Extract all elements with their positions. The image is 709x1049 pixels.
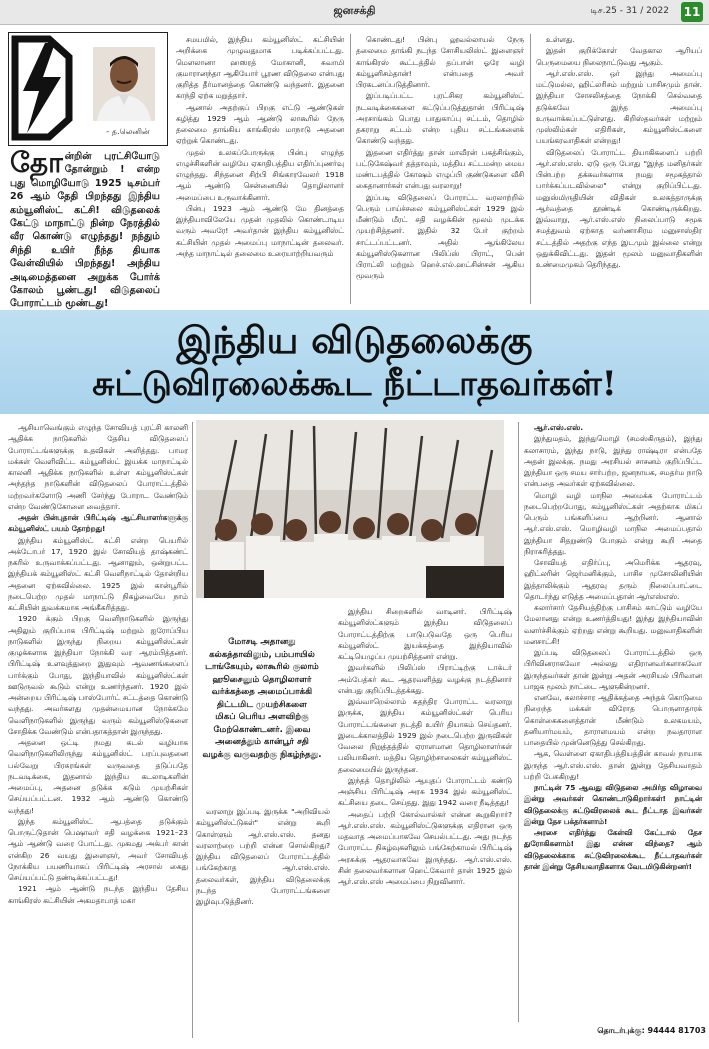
paragraph: இந்துமதம், இந்துமொழி (சமஸ்கிருதம்), இந்து கலாசாரம், இந்து நாடு, இந்து ராஷ்டிரா என்பதே அதன் இலக்கு. நமது அரசியல் சாசனம் குறிப்பிட்ட இந்தியா ஒரு சமய சார்பற்ற, ஜனநாயக, சமதர்ம நாடு என்பதை அவர்கள் ஏற்கவில்லை. bbox=[524, 434, 702, 489]
paragraph: அதன் பின்புதான் பிரிட்டிஷ் ஆட்சியாளர்களுக்கு கம்யூனிஸ்ட் பயம் தோற்றது! bbox=[8, 513, 188, 534]
paragraph: இப்படிப்பட்ட புரட்சிகர கம்யூனிஸ்ட் நடவடிக்கைகளை கட்டுப்படுத்துதான் பிரிட்டிஷ் அரசாங்கம் பொது பாதுகாப்பு சட்டம், தொழில் தகராறு சட்டம் என்ற புதிய சட்டங்களைக் கொண்டு வந்தது. bbox=[356, 91, 524, 146]
column-divider bbox=[192, 422, 193, 1038]
pull-quote-line: வழக்கு வருவதற்கு நிகழ்ந்தது. bbox=[202, 749, 322, 760]
paragraph: சோவியத் எதிர்ப்பு, அமெரிக்க ஆதரவு, ஹிட்லரின் ஜெர்மனிக்கும், பாசிச முசோலினியின் இத்தாலிக்கும் ஆதரவு தரும் நிலைப்பாட்டை தொடர்ந்து எடுத்த அமைப்புதான் ஆர்எஸ்எஸ். bbox=[524, 558, 702, 601]
article-column-top-1 bbox=[176, 34, 344, 304]
pull-quote-line: வர்க்கத்தை அமைப்பாக்கி bbox=[211, 687, 313, 697]
intro-paragraph bbox=[10, 146, 160, 310]
article-column-bottom-3 bbox=[524, 422, 702, 1022]
column-divider bbox=[350, 34, 351, 304]
article-column-top-3 bbox=[536, 34, 702, 304]
paragraph: இதனை எதிர்த்து தான் மாவீரன் பகத்சிங்கும், பட்டுகேஷ்வர் தத்தாவும், மத்திய சட்டமன்ற மைய மண்டபத்தில் கோஷம் எழுப்பி குண்டுகளை வீசி கைதானார்கள் என்பது வரலாறு! bbox=[356, 147, 524, 191]
paragraph: மொழி வழி மாநில அமைக்க போராட்டம் நடைபெற்றபோது, கம்யூனிஸ்ட்கள் அதற்காக மிகப் பெரும் பங்களிப்பை ஆற்றினர். ஆனால் ஆர்.எஸ்.எஸ். மொழிவழி மாநில அமைப்பதால் இந்தியா சிதறுண்டு போகும் என்று கூறி அதை நிராகரித்தது. bbox=[524, 490, 702, 556]
headline-line-1: இந்திய விடுதலைக்கு bbox=[176, 318, 533, 362]
lightning-d-logo-icon bbox=[9, 33, 79, 143]
paragraph: உள்ளது. bbox=[546, 35, 575, 44]
paragraph: அரசை எதிர்த்து கேள்வி கேட்டால் தேச துரோகிகளாம்! இது என்ன விந்தை? ஆம் விடுதலைக்காக சுட்டுவிரலைக்கூட நீட்டாதவர்கள் தான் இன்று தேசியவாதிகளாக வேடமிடுகின்றனர்! bbox=[524, 828, 702, 871]
contact-number: தொடர்புக்கு: 94444 81703 bbox=[597, 1026, 706, 1035]
paragraph: விடுதலைப் போராட்ட தியாகிகளைப் பற்றி ஆர்.எஸ்.எஸ். ஏடு ஒரு போது "இந்த மனிதர்கள் பின்பற்ற தக்கவர்களாக நமது சமூகத்தால் பார்க்கப்படவில்லை" என்று குறிப்பிட்டது. மனுஸ்மிருதியின் விதிகள் உலகத்தாருக்கு ஆர்வத்தை தூண்டிக் கொண்டிருக்கிறது. இவ்வாறு, ஆர்.எஸ்.எஸ் நிலைப்பாடு சமூக சமத்துவம் ஏற்காத வர்ணாசிரம மனுசாஸ்திர சட்டத்தில் அதற்கு எந்த இடமும் இல்லை என்று ஒதுக்கிவிட்டது. இதன் மூலம் மனுவாதிகளின் உண்மைமுகம் தெரிந்தது. bbox=[536, 147, 702, 269]
author-photo bbox=[93, 47, 155, 121]
paragraph: இப்படி விடுதலைப் போராட்டத்தில் ஒரு பிரிவினராகவோ அல்லது எதிரானவர்களாகவோ இருந்தவர்கள் தான் இன்று அதன் அரசியல் பிரிவான பாஜக மூலம் நாட்டை ஆளுகின்றனர். bbox=[524, 648, 702, 691]
pull-quote-line: திட்டமிட முயற்சிகளை bbox=[217, 699, 307, 710]
author-box bbox=[8, 32, 168, 146]
paragraph: இந்திய சிறைகளில் வாடினர். பிரிட்டிஷ் கம்யூனிஸ்ட்களும் இந்திய விடுதலைப் போராட்டத்திற்கு பாடுபடுவதே ஒரு பெரிய கம்யூனிஸ்ட் இயக்கத்தை இந்தியாவில் கட்டியெழுப்ப முயற்சித்தனர் என்று. bbox=[338, 607, 512, 661]
pull-quote-line: கல்கத்தாவிலும், பம்பாயில் bbox=[209, 649, 315, 660]
page-number: 11 bbox=[681, 2, 703, 22]
pull-quote bbox=[196, 636, 328, 806]
article-photo bbox=[196, 420, 504, 598]
paragraph: ஆனால் அதற்குப் பிறகு எட்டு ஆண்டுகள் கழித்து 1929 ஆம் ஆண்டு லாகூரில் நேரு தலைமை தாங்கிய காங்கிரஸ் மாநாடு அதனை ஏற்றுக் கொண்டது. bbox=[176, 102, 344, 146]
pull-quote-line: அனைத்தும் கான்பூர் சதி bbox=[215, 737, 309, 747]
paragraph: சமயமில், இந்திய கம்யூனிஸ்ட் கட்சியின் அறிக்கை முழுவதுமாக படிக்கப்பட்டது. மௌலானா ஹஸரத் மோகானி, சுவாமி குமாரானந்தா ஆகியோர் பூரண விடுதலை என்பது குறித்த தீர்மானத்தை கொண்டு வந்தனர். இதனை காந்தி ஏற்க மறுத்தார். bbox=[176, 35, 344, 101]
intro-text: ன்றின் புரட்சியோடு தோன்றும் ! என்ற புது மொழியோடு 1925 டிசம்பர் 26 ஆம் தேதி பிறந்தது இந்திய கம்யூனிஸ்ட் கட்சி! விடுதலைக் கேட்டு மாநாட்டு நின்ற நேரத்தில் வீர கொண்டு எழுந்தது! நந்தும் சிந்தி உயிர் நீந்த தியாக வேள்வியில் பிறந்தது! அந்திய அடிமைத்தனை அறுக்க போர்க் கோலம் பூண்டது! விடுதலைப் போராட்டம் மூண்டது! bbox=[10, 151, 160, 310]
article-column-bottom-2 bbox=[338, 606, 512, 1038]
paragraph: அதைப் பற்றி கோல்வால்கர் என்ன கூறுகிறார்? ஆர்.எஸ்.எஸ். கம்யூனிஸ்ட்டுகளுக்கு எதிரான ஒரு மதவாத அமைப்பாகவே செயல்பட்டது. அது நடந்த போராட்ட நிகழ்வுகளிலும் பங்கேற்காமல் பிரிட்டிஷ் அரசுக்கு ஆதரவாகவே இருந்தது. ஆர்.எஸ்.எஸ். சின் தலைவர்களான ஹெட்கேவார் தான் 1925 இல் ஆர்.எஸ்.எஸ் அமைப்பை நிறுவினார். bbox=[338, 809, 512, 886]
paragraph: இவ்வாறெல்லாம் சுதந்திர போராட்ட வரலாறு இருக்க, இந்திய கம்யூனிஸ்ட்கள் பெரிய போராட்டங்களை நடத்தி உயிர் தியாகம் செய்தனர். இடைக்காலத்தில் 1929 இல் நடைபெற்ற இருவிகள் வேலை நிறுத்தத்தில் ஏராளமான தொழிலாளர்கள் பலியாகினர். மத்திய தொழிற்சாலைகள் கம்யூனிஸ்ட் தலைமையில் இருந்தன. bbox=[338, 697, 512, 774]
paragraph: இதன் குறிக்கோள் வேதகால ஆரியப் பெருமையை நிலைநாட்டுவது ஆகும். bbox=[536, 46, 702, 67]
pull-quote-line: மிகப் பெரிய அளவிற்கு bbox=[215, 712, 309, 722]
paragraph: சுலார்சார் தேசியத்திற்கு பாசிசம் காட்டும் வழியே மேலானது என்று உணர்த்தியது! இந்து இந்தியாவின் வளர்ச்சிக்கும் ஏற்றது என்று கூறியது. மனுவாதிகளின் மனசாட்சி! bbox=[524, 603, 702, 646]
paragraph: இந்தத் தொழிலில் ஆயுதப் போராட்டம் கண்டு அஞ்சிய பிரிட்டிஷ் அரசு 1934 இல் கம்யூனிஸ்ட் கட்சியை தடை செய்தது. இது 1942 வரை நீடித்தது! bbox=[338, 775, 512, 808]
paragraph: இவர்களில் பிலிப்ஸ் பிராட்டிற்கு டாக்டர் அம்பேத்கர் கூட ஆதரவளித்து வழக்கு நடத்தினார் என்பது குறிப்பிடத்தக்கது. bbox=[338, 663, 512, 695]
drop-cap: தோ bbox=[10, 146, 63, 179]
page-header bbox=[0, 0, 709, 25]
column-divider bbox=[530, 34, 531, 304]
issue-date: டிச.25 - 31 / 2022 bbox=[590, 6, 669, 16]
paragraph: 1920 க்கும் பிறகு வெளிநாடுகளில் இருந்து அதிலும் குறிப்பாக பிரிட்டிஷ் மற்றும் ஐரோப்பிய நாடுகளில் இருந்து நிறைய கம்யூனிஸ்ட்கள் குழுக்களாக இந்தியா நோக்கி வர ஆரம்பித்தனர். பிரிட்டிஷ் உளவுத்துறை இதுவும் ஆவணங்களைப் பார்க்கும் போது, இந்தியாவில் கம்யூனிஸ்ட்கள் ஊடுருவல் கூடும் என்று உணர்ந்தனர். 1920 இல் அன்றைய பிரிட்டிஷ் பாஸ்போர்ட் சட்டத்தை கொண்டு வந்தது. அவர்களது முதன்மையான நோக்கமே வெளிநாடுகளில் இருந்து வரும் கம்யூனிஸ்டுகளை சோதிக்க வேண்டும் என்பதாகத்தான் இருந்தது. bbox=[8, 614, 188, 736]
paragraph: அதனை ஒட்டி நமது கடல் வழியாக வெளிநாடுகளிலிருந்து கம்யூனிஸ்ட் பரப்புவதனை பல்வேறு பிரசுரங்கள் வருவதை தடுப்பதே நடவடிக்கை, இதனால் இந்திய கடலாடிகளின் அமைப்பு, அதனை தடுக்க கடும் முயற்சிகள் செய்யப்பட்டன. 1932 ஆம் ஆண்டு கொண்டு வந்தது! bbox=[8, 738, 188, 815]
paragraph: வரலாறு இப்படி இருக்க "அறிவியல் கம்யூனிஸ்ட்டுகள்" என்று கூறி கொள்ளும் ஆர்.எஸ்.எஸ். தனது வரலாற்றை பற்றி என்ன சொல்கிறது? இந்திய விடுதலைப் போராட்டத்தில் பங்கேற்காத ஆர்.எஸ்.எஸ். தலைவர்கள், இந்திய விடுதலைக்கு நடந்த போராட்டங்களை இழிவுபடுத்தினர். bbox=[196, 807, 330, 906]
paragraph: ஆசியாவெங்கும் எழுந்த சோவியத் புரட்சி காலனி ஆதிக்க நாடுகளில் தேசிய விடுதலைப் போராட்டங்களுக்கு உதவிகள் அளித்தது. பாமர மக்கள் வெளிவிட்ட கம்யூனிஸ்ட் இயக்க மாநாட்டில் காலனி ஆதிக்க நாடுகளில் உள்ள கம்யூனிஸ்ட்கள் அந்தந்த நாடுகளின் விடுதலைப் போராட்டத்தில் மற்றவர்களோடு அணி சேர்ந்து போராட வேண்டும் என்ற வேண்டுகோளை வைத்தார். bbox=[8, 423, 188, 511]
pull-quote-line: ஹூசைனும் தொழிலாளர் bbox=[212, 674, 312, 685]
paragraph: பின்பு 1923 ஆம் ஆண்டு மே தினத்தை இந்தியாவிலேயே முதன் முதலில் கொண்டாடிய வரும் அவரே! அவர்தான் இந்திய கம்யூனிஸ்ட் கட்சியின் முதல் அமைப்பு மாநாட்டின் தலைவர். அந்த மாநாட்டில் தலைமை உரையாற்றியவரும் bbox=[176, 203, 344, 258]
paragraph: ஆக, வெள்ளை ஏகாதிபத்தியத்தின் காவல் நாயாக இருந்த ஆர்.எஸ்.எஸ். தான் இன்று தேசியவாதம் பற்றி பேசுகிறது! bbox=[524, 749, 702, 781]
pull-quote-line: டாங்கேயும், லாகூரில் குலாம் bbox=[205, 662, 319, 672]
author-name: - த.லெனின் bbox=[106, 127, 150, 136]
article-column-top-2 bbox=[356, 34, 524, 304]
paragraph: முதல் உலகப்போருக்கு பின்பு எழுந்த எழுச்சிகளின் வழியே ஏகாதிபத்திய எதிர்ப்புணர்வு எழுந்தது. சிந்தனை சிற்பி சிங்காரவேலர் 1918 ஆம் ஆண்டு சென்னையில் தொழிலாளர் அமைப்பை உருவாக்கினார். bbox=[176, 147, 344, 202]
paragraph: ஆர்.எஸ்.எஸ். bbox=[534, 423, 584, 432]
paragraph: 1921 ஆம் ஆண்டு நடந்த இந்திய தேசிய காங்கிரஸ் கட்சியின் அகமதாபாத் மகா bbox=[8, 884, 188, 905]
paragraph: இப்படி விடுதலைப் போராட்ட வரலாற்றில் பெரும் பாய்ச்சலை கம்யூனிஸ்ட்கள் 1929 இல் மீண்டும் மீரட் சதி வழக்கின் மூலம் முடக்க முயற்சித்தனர். இதில் 32 பேர் குற்றம் சாட்டப்பட்டனர். அதில் ஆங்கிலேய கம்யூனிஸ்டுகளான பிலிப்ஸ் பிராட், பென் பிராட்லி மற்றும் ஹெச்.எல்.ஹட்சின்சன் ஆகிய மூவரும் bbox=[356, 192, 524, 281]
pull-quote-line: மோசடி அதானது bbox=[228, 637, 296, 647]
column-divider bbox=[518, 422, 519, 1022]
headline-line-2: சுட்டுவிரலைக்கூட நீட்டாதவர்கள்! bbox=[92, 364, 617, 404]
newspaper-name: ஜனசக்தி bbox=[333, 4, 376, 17]
article-column-bottom-1 bbox=[8, 422, 188, 1040]
article-column-bottom-2a bbox=[196, 806, 330, 1038]
paragraph: கொண்டது! பின்பு லூவல்லாயல் நேரு தலைமை தாங்கி நடந்த சோசியலிஸ்ட் இளைஞர் காங்கிரஸ் கூட்டத்தில் தப்பான் ஓரே வழி கம்யூனிசம்தான்! என்பதை அவர் பிரகடனப்படுத்தினார். bbox=[356, 35, 524, 89]
paragraph: இந்திய கம்யூனிஸ்ட் கட்சி என்ற பெயரில் அக்டோபர் 17, 1920 இல் சோவியத் தாஷ்கண்ட் நகரில் உருவாக்கப்பட்டது. ஆனாலும், ஒன்றுபட்ட இந்தியக் கம்யூனிஸ்ட் கட்சி வெளிநாட்டில் தோன்றிய அதனை ஏற்கவில்லை. 1925 இல் கான்பூரில் நடைபெற்ற முதல் மாநாட்டு நிகழ்வையே நாம் கட்சியின் துவக்கமாக அங்கீகரித்தது. bbox=[8, 535, 188, 612]
paragraph: இந்த கம்யூனிஸ்ட் ஆபத்தை தடுக்கும் பொருட்டுதான் பெஷாவர் சதி வழக்கை 1921–23 ஆம் ஆண்டு வரை போட்டது. முகமது அக்பர் கான் என்கிற 26 வயது இளைஞர், அவர் சோவியத் நோக்கிய பயணியாகப் பிரிட்டிஷ் அரசால் கைது செய்யப்பட்டு தண்டிக்கப்பட்டது! bbox=[8, 816, 188, 882]
paragraph: ஆர்.எஸ்.எஸ். ஒர் இந்து அமைப்பு மட்டுமல்ல, ஹிட்லரிசம் மற்றும் பாசிசமும் தான். இந்தியா சோசலிசத்தை நோக்கி செல்வதை தடுக்கவே இந்த அமைப்பு உருவாக்கப்பட்டுள்ளது. கிறிஸ்தவர்கள் மற்றும் முஸ்லிம்கள் எதிரிகள், கம்யூனிஸ்ட்களை பயங்கரவாதிகள் என்றது! bbox=[536, 68, 702, 146]
pull-quote-line: மேற்கொண்டனர். இவை bbox=[213, 724, 311, 735]
paragraph: நாட்டின் 75 ஆவது விடுதலை அமிர்த விழாவை இன்று அவர்கள் கொண்டாடுகிறார்கள்! நாட்டின் விடுதலைக்கு சுட்டுவிரலைக் கூட நீட்டாத இவர்கள் இன்று தேச பக்தர்களாம்! bbox=[524, 783, 702, 826]
paragraph: எனவே, கலாச்சார ஆதிக்கத்தை அந்தக் கொடுமை நிறைந்த மக்கள் விரோத பொருளாதாரக் கொள்கைகளைத்தான் மீண்டும் உலகமயம், தனியார்மயம், தாராளமயம் என்ற நவதாராள பாதையில் முன்னெடுத்து செல்கிறது. bbox=[524, 693, 702, 747]
